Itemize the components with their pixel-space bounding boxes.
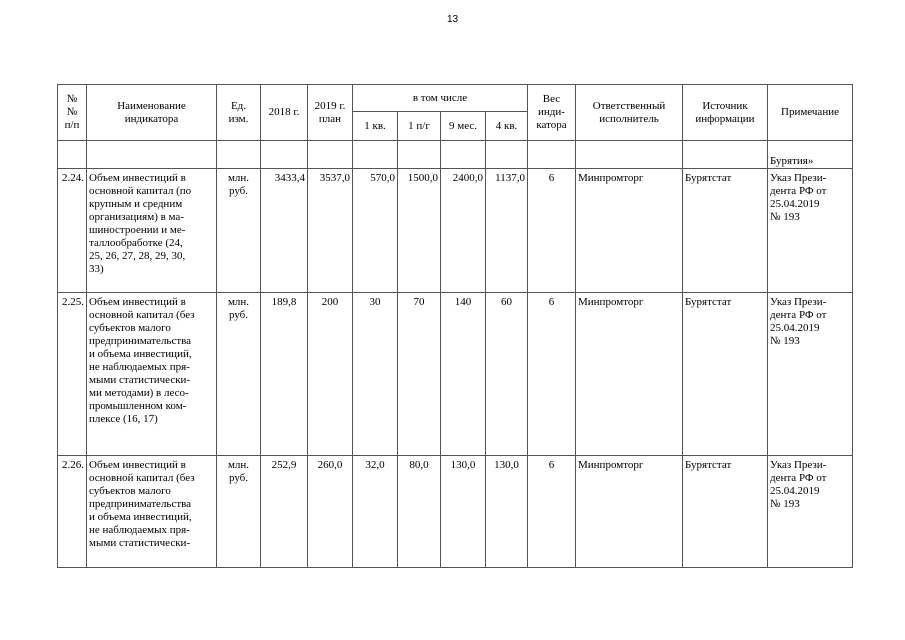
header-unit: Ед. изм. (217, 85, 261, 141)
header-source: Источник информации (683, 85, 768, 141)
row-h1: 1500,0 (398, 169, 441, 293)
header-note: Примечание (768, 85, 853, 141)
row-unit: млн. руб. (217, 293, 261, 456)
row-2019: 3537,0 (308, 169, 353, 293)
row-weight: 6 (528, 169, 576, 293)
row-num: 2.26. (58, 456, 87, 568)
row-source: Бурятстат (683, 456, 768, 568)
row-q1: 30 (353, 293, 398, 456)
row-9m: 2400,0 (441, 169, 486, 293)
row-name: Объем инвестиций в основной капитал (без субъектов малого предпринимательства и объема инвестиций, не наблюдаемых пря- мыми статистически- ми методами) в лесо- промышленном ком- плексе (16, 17) (87, 293, 217, 456)
row-source: Бурятстат (683, 169, 768, 293)
header-2019-plan: 2019 г. план (308, 85, 353, 141)
page-number: 13 (446, 14, 459, 25)
row-9m: 130,0 (441, 456, 486, 568)
row-q4: 130,0 (486, 456, 528, 568)
row-q4: 60 (486, 293, 528, 456)
header-q4: 4 кв. (486, 112, 528, 141)
row-2019: 200 (308, 293, 353, 456)
table-row (58, 169, 853, 293)
row-name: Объем инвестиций в основной капитал (без субъектов малого предпринимательства и объема инвестиций, не наблюдаемых пря- мыми статистически- (87, 456, 217, 568)
table-row (58, 456, 853, 568)
header-responsible: Ответственный исполнитель (576, 85, 683, 141)
row-unit: млн. руб. (217, 456, 261, 568)
row-weight: 6 (528, 293, 576, 456)
table-row (58, 293, 853, 456)
row-responsible: Минпромторг (576, 456, 683, 568)
row-source: Бурятстат (683, 293, 768, 456)
row-h1: 70 (398, 293, 441, 456)
row-note: Указ Прези- дента РФ от 25.04.2019 № 193 (768, 293, 853, 456)
row-responsible: Минпромторг (576, 169, 683, 293)
indicators-table (57, 84, 853, 568)
row-2019: 260,0 (308, 456, 353, 568)
row-2018: 3433,4 (261, 169, 308, 293)
carry-over-row (58, 141, 853, 169)
row-name: Объем инвестиций в основной капитал (по крупным и средним организациям) в ма- шиностроении и ме- таллообработке (24, 25, 26, 27, 28, 29, 30, 33) (87, 169, 217, 293)
row-num: 2.25. (58, 293, 87, 456)
header-num: № № п/п (58, 85, 87, 141)
header-q1: 1 кв. (353, 112, 398, 141)
row-weight: 6 (528, 456, 576, 568)
row-note: Указ Прези- дента РФ от 25.04.2019 № 193 (768, 169, 853, 293)
row-q1: 570,0 (353, 169, 398, 293)
header-2018: 2018 г. (261, 85, 308, 141)
row-2018: 189,8 (261, 293, 308, 456)
header-including: в том числе (353, 85, 528, 112)
row-9m: 140 (441, 293, 486, 456)
header-name: Наименование индикатора (87, 85, 217, 141)
row-unit: млн. руб. (217, 169, 261, 293)
row-responsible: Минпромторг (576, 293, 683, 456)
carry-over-note: Бурятия» (768, 141, 853, 169)
header-weight: Вес инди- катора (528, 85, 576, 141)
row-q4: 1137,0 (486, 169, 528, 293)
row-h1: 80,0 (398, 456, 441, 568)
row-note: Указ Прези- дента РФ от 25.04.2019 № 193 (768, 456, 853, 568)
header-h1: 1 п/г (398, 112, 441, 141)
header-row-1 (58, 85, 853, 112)
row-num: 2.24. (58, 169, 87, 293)
header-9m: 9 мес. (441, 112, 486, 141)
row-2018: 252,9 (261, 456, 308, 568)
row-q1: 32,0 (353, 456, 398, 568)
